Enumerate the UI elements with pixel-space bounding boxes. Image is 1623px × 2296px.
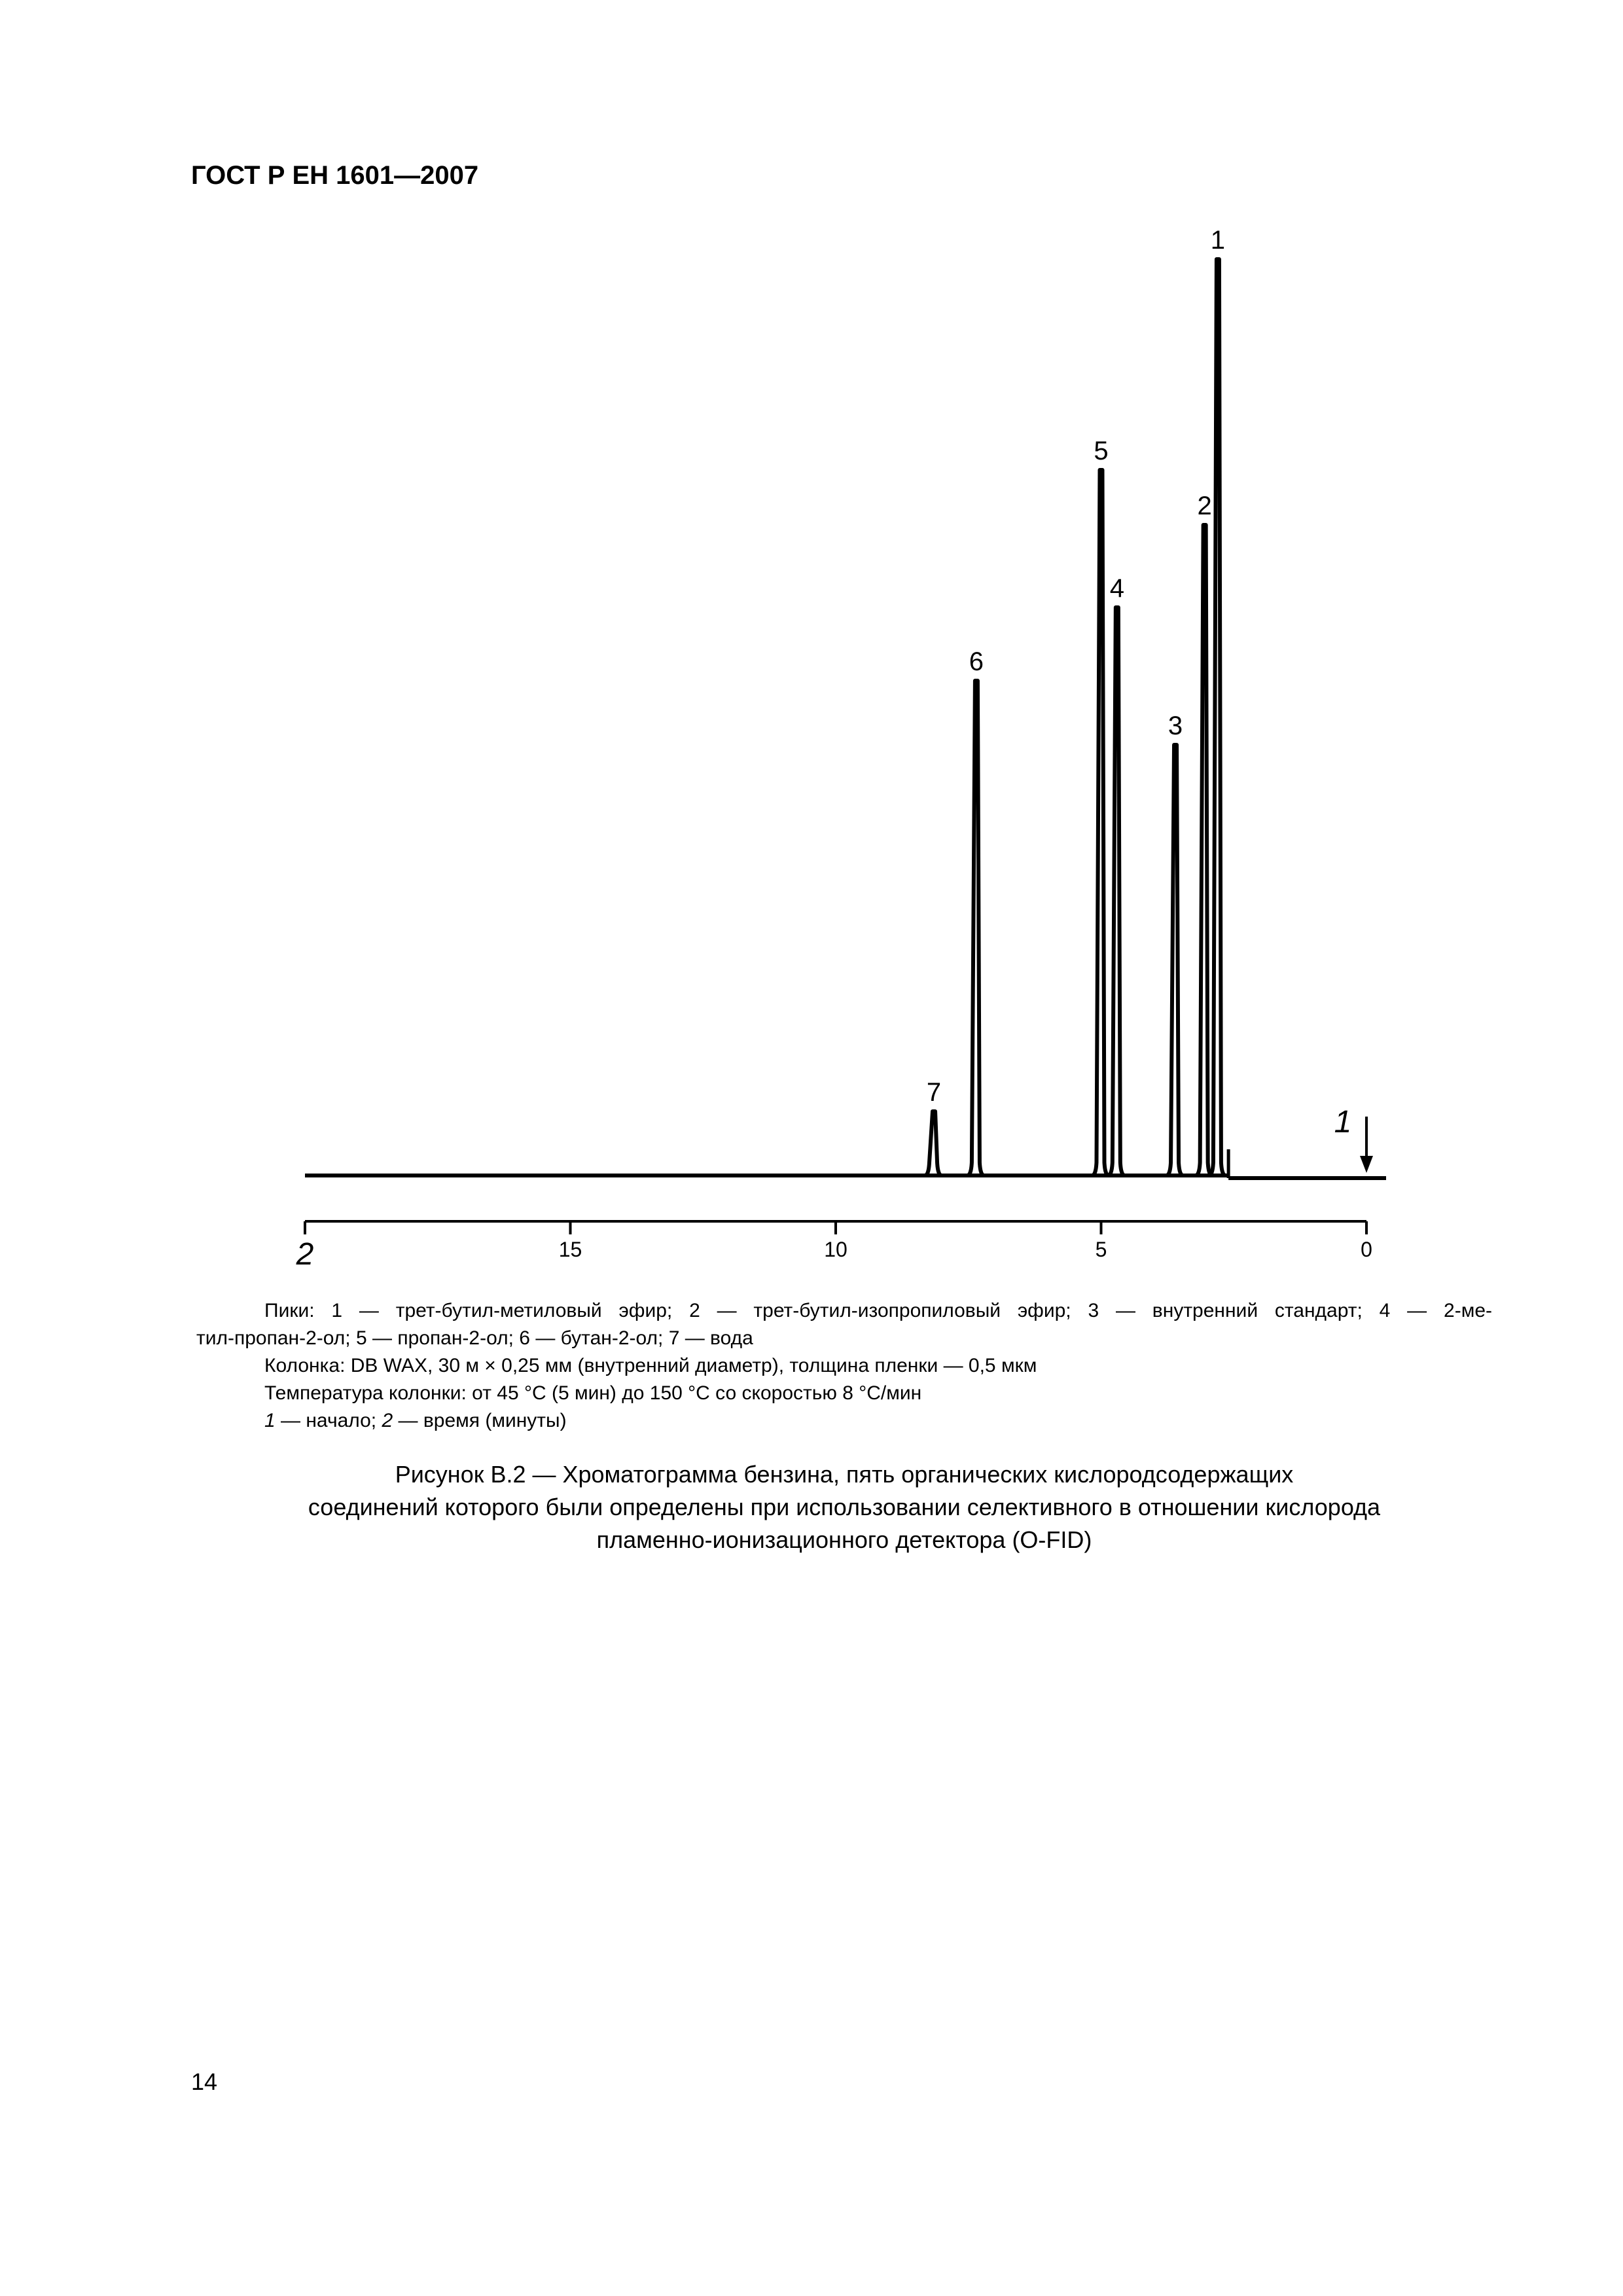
page-number: 14 (191, 2068, 218, 2095)
figure-notes (196, 1297, 1492, 1435)
notes-legend (196, 1407, 1492, 1435)
peak-label-3: 3 (1168, 711, 1183, 740)
peak-3 (1166, 745, 1183, 1175)
time-axis-tick-label: 0 (1361, 1238, 1372, 1261)
time-axis-tick-label: 5 (1095, 1238, 1107, 1261)
peak-7 (925, 1111, 942, 1175)
peak-label-1: 1 (1210, 226, 1226, 255)
start-marker-label: 1 (1334, 1105, 1352, 1139)
legend-time-number: 2 (382, 1410, 393, 1431)
document-header: ГОСТ Р ЕН 1601—2007 (191, 161, 479, 190)
peak-label-6: 6 (969, 647, 984, 676)
chromatogram-trace-layer (305, 259, 1386, 1178)
peak-4 (1108, 607, 1125, 1175)
legend-time-text: — время (минуты) (393, 1410, 567, 1431)
figure-caption (196, 1458, 1492, 1556)
start-arrow-icon (1360, 1156, 1373, 1173)
time-axis (305, 1221, 1372, 1261)
caption-line1: Рисунок В.2 — Хроматограмма бензина, пять органических кислородсодержащих (395, 1461, 1294, 1488)
peak-label-5: 5 (1094, 437, 1109, 465)
notes-peaks-line2: тил-пропан-2-ол; 5 — пропан-2-ол; 6 — бутан-2-ол; 7 — вода (196, 1327, 753, 1349)
notes-peaks-line1: Пики: 1 — трет-бутил-метиловый эфир; 2 — трет-бутил-изопропиловый эфир; 3 — внутренний стандарт; 4 — 2-ме- (264, 1300, 1492, 1321)
peak-label-7: 7 (926, 1078, 942, 1107)
time-marker-label: 2 (296, 1237, 314, 1272)
time-axis-tick-label: 10 (824, 1238, 847, 1261)
peak-1 (1209, 259, 1226, 1175)
caption-line3: пламенно-ионизационного детектора (O-FID) (596, 1526, 1092, 1553)
notes-temperature: Температура колонки: от 45 °С (5 мин) до 150 °С со скоростью 8 °С/мин (264, 1382, 922, 1404)
caption-line2: соединений которого были определены при использовании селективного в отношении кислорода (308, 1494, 1381, 1520)
notes-column: Колонка: DB WAX, 30 м × 0,25 мм (внутренний диаметр), толщина пленки — 0,5 мкм (264, 1355, 1037, 1376)
legend-start-number: 1 (264, 1410, 276, 1431)
peak-label-4: 4 (1109, 574, 1124, 603)
legend-start-text: — начало; (275, 1410, 382, 1431)
peak-label-2: 2 (1197, 492, 1212, 520)
peak-5 (1092, 470, 1109, 1175)
time-axis-tick-label: 15 (558, 1238, 582, 1261)
peak-6 (967, 681, 984, 1175)
peak-2 (1196, 525, 1213, 1175)
